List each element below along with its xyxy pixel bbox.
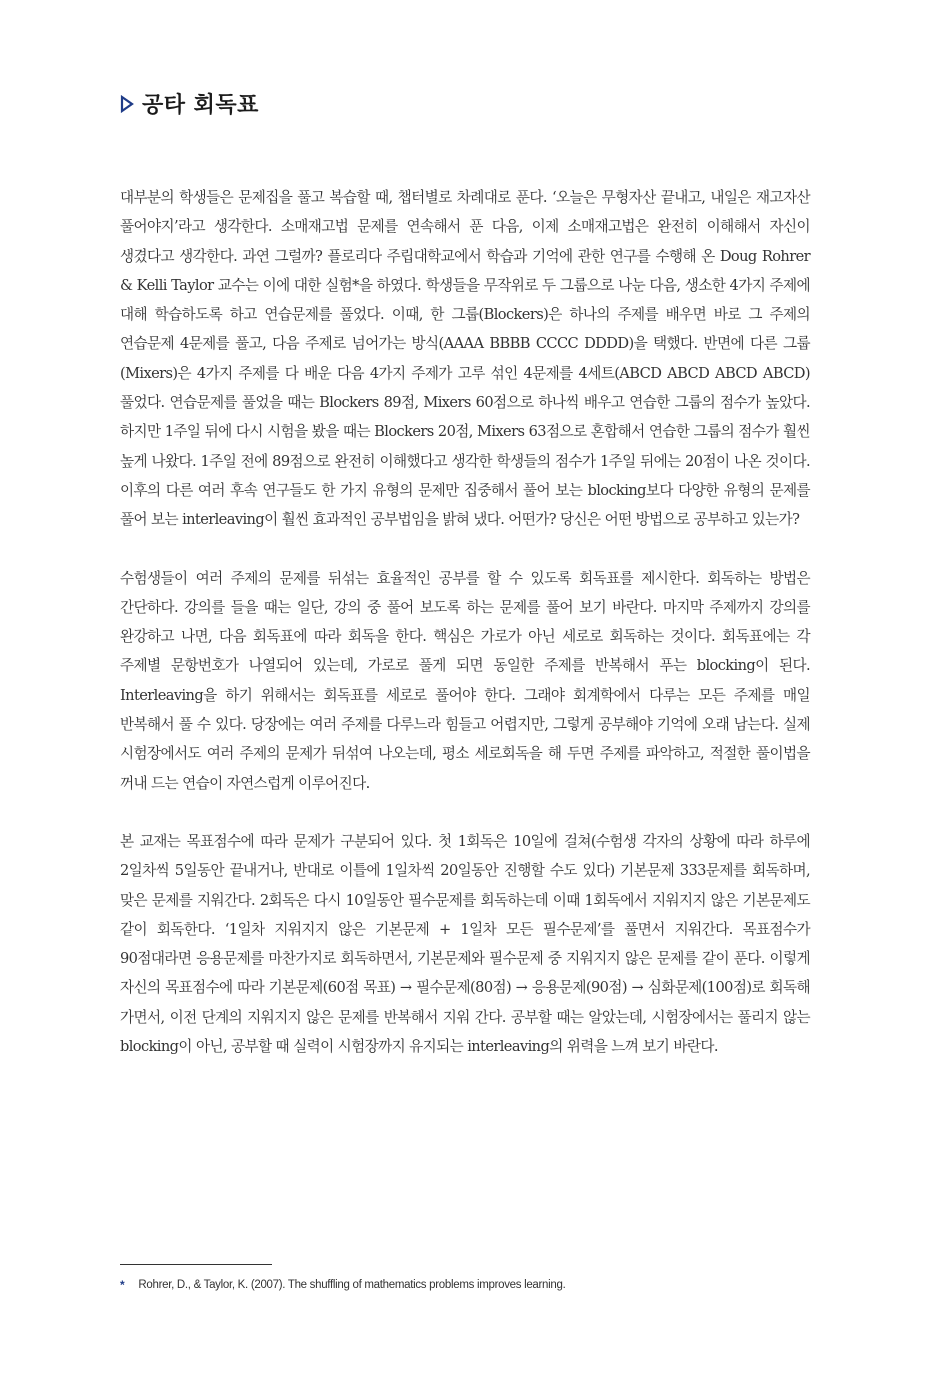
body-text [120, 183, 810, 1090]
triangle-outline-icon [120, 95, 134, 113]
footnote-marker: * [120, 1278, 125, 1292]
footnote-text: Rohrer, D., & Taylor, K. (2007). The shuffling of mathematics problems improves learning. [138, 1279, 566, 1291]
section-heading [120, 88, 259, 119]
page-title: 공타 회독표 [142, 93, 259, 118]
footnote [120, 1278, 566, 1292]
paragraph-2: 수험생들이 여러 주제의 문제를 뒤섞는 효율적인 공부를 할 수 있도록 회독표를 제시한다. 회독하는 방법은 간단하다. 강의를 들을 때는 일단, 강의 중 풀어 보도록 하는 문제를 풀어 보기 바란다. 마지막 주제까지 강의를 완강하고 나면, 다음 회독표에 따라 회독을 한다. 핵심은 가로가 아닌 세로로 회독하는 것이다. 회독표에는 각 주제별 문항번호가 나열되어 있는데, 가로로 풀게 되면 동일한 주제를 반복해서 푸는 blocking이 된다. Interleaving을 하기 위해서는 회독표를 세로로 풀어야 한다. 그래야 회계학에서 다루는 모든 주제를 매일 반복해서 풀 수 있다. 당장에는 여러 주제를 다루느라 힘들고 어렵지만, 그렇게 공부해야 기억에 오래 남는다. 실제 시험장에서도 여러 주제의 문제가 뒤섞여 나오는데, 평소 세로회독을 해 두면 주제를 파악하고, 적절한 풀이법을 꺼내 드는 연습이 자연스럽게 이루어진다. [120, 569, 810, 792]
paragraph-1: 대부분의 학생들은 문제집을 풀고 복습할 때, 챕터별로 차례대로 푼다. ‘오늘은 무형자산 끝내고, 내일은 재고자산 풀어야지’라고 생각한다. 소매재고법 문제를 연속해서 푼 다음, 이제 소매재고법은 완전히 이해해서 자신이 생겼다고 생각한다. 과연 그럴까? 플로리다 주립대학교에서 학습과 기억에 관한 연구를 수행해 온 Doug Rohrer & Kelli Taylor 교수는 이에 대한 실험*을 하였다. 학생들을 무작위로 두 그룹으로 나눈 다음, 생소한 4가지 주제에 대해 학습하도록 하고 연습문제를 풀었다. 이때, 한 그룹(Blockers)은 하나의 주제를 배우면 바로 그 주제의 연습문제 4문제를 풀고, 다음 주제로 넘어가는 방식(AAAA BBBB CCCC DDDD)을 택했다. 반면에 다른 그룹(Mixers)은 4가지 주제를 다 배운 다음 4가지 주제가 고루 섞인 4문제를 4세트(ABCD ABCD ABCD ABCD) 풀었다. 연습문제를 풀었을 때는 Blockers 89점, Mixers 60점으로 하나씩 배우고 연습한 그룹의 점수가 높았다. 하지만 1주일 뒤에 다시 시험을 봤을 때는 Blockers 20점, Mixers 63점으로 혼합해서 연습한 그룹의 점수가 훨씬 높게 나왔다. 1주일 전에 89점으로 완전히 이해했다고 생각한 학생들의 점수가 1주일 뒤에는 20점이 나온 것이다. 이후의 다른 여러 후속 연구들도 한 가지 유형의 문제만 집중해서 풀어 보는 blocking보다 다양한 유형의 문제를 풀어 보는 interleaving이 훨씬 효과적인 공부법임을 밝혀 냈다. 어떤가? 당신은 어떤 방법으로 공부하고 있는가? [120, 189, 810, 529]
paragraph-3: 본 교재는 목표점수에 따라 문제가 구분되어 있다. 첫 1회독은 10일에 걸쳐(수험생 각자의 상황에 따라 하루에 2일차씩 5일동안 끝내거나, 반대로 이틀에 1일차씩 20일동안 진행할 수도 있다) 기본문제 333문제를 회독하며, 맞은 문제를 지워간다. 2회독은 다시 10일동안 필수문제를 회독하는데 이때 1회독에서 지워지지 않은 기본문제도 같이 회독한다. ‘1일차 지워지지 않은 기본문제 + 1일차 모든 필수문제’를 풀면서 지워간다. 목표점수가 90점대라면 응용문제를 마찬가지로 회독하면서, 기본문제와 필수문제 중 지워지지 않은 문제를 같이 푼다. 이렇게 자신의 목표점수에 따라 기본문제(60점 목표) → 필수문제(80점) → 응용문제(90점) → 심화문제(100점)로 회독해 가면서, 이전 단계의 지워지지 않은 문제를 반복해서 지워 간다. 공부할 때는 알았는데, 시험장에서는 풀리지 않는 blocking이 아닌, 공부할 때 실력이 시험장까지 유지되는 interleaving의 위력을 느껴 보기 바란다. [120, 832, 810, 1056]
footnote-divider [120, 1264, 272, 1265]
